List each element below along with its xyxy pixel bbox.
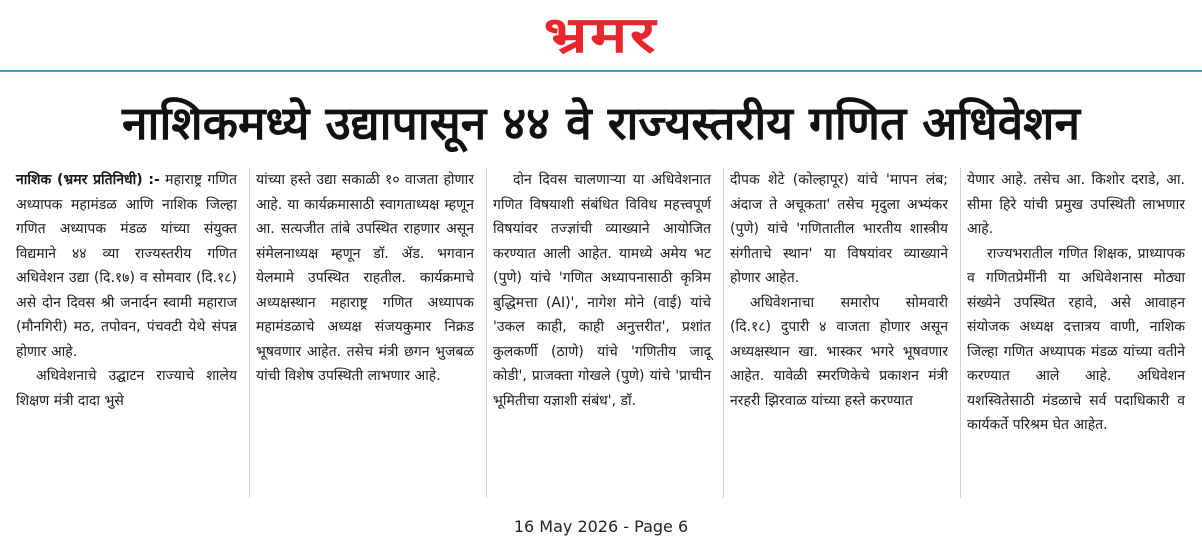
page-footer-date: 16 May 2026 - Page 6 [513,517,689,536]
masthead [0,0,1202,70]
article-paragraph: अधिवेशनाचे उद्घाटन राज्याचे शालेय शिक्षण मंत्री दादा भुसे [16,368,237,409]
article-column-2 [249,168,486,498]
article-column-5 [960,168,1197,498]
article-paragraph: राज्यभरातील गणित शिक्षक, प्राध्यापक व गणितप्रेमींनी या अधिवेशनास मोठ्या संख्येने उपस्थित रहावे, असे आवाहन संयोजक अध्यक्ष दत्तात्रय वाणी, नाशिक जिल्हा गणित अध्यापक मंडळ यांच्या वतीने करण्यात आले आहे. अधिवेशन यशस्वितेसाठी मंडळाचे सर्व पदाधिकारी व कार्यकर्ते परिश्रम घेत आहेत. [967,245,1185,433]
article-body [12,168,1197,498]
article-paragraph: दीपक शेटे (कोल्हापूर) यांचे 'मापन लंब; अंदाज ते अचूकता' तसेच मृदुला अभ्यंकर (पुणे) यांचे 'गणितातील भारतीय शास्त्रीय संगीताचे स्थान' या विषयांवर व्याख्याने होणार आहेत. [730,172,948,286]
article-column-4 [723,168,960,498]
article-paragraph: येणार आहे. तसेच आ. किशोर दराडे, आ. सीमा हिरे यांची प्रमुख उपस्थिती लाभणार आहे. [967,172,1185,237]
newspaper-logo: भ्रमर [543,6,659,64]
article-column-1 [12,168,249,498]
article-byline: नाशिक (भ्रमर प्रतिनिधी) :- [16,172,160,188]
article-paragraph: दोन दिवस चालणाऱ्या या अधिवेशनात गणित विषयाशी संबंधित विविध महत्त्वपूर्ण विषयांवर तज्ज्ञांची व्याख्याने आयोजित करण्यात आली आहेत. यामध्ये अमेय भट (पुणे) यांचे 'गणित अध्यापनासाठी कृत्रिम बुद्धिमत्ता (AI)', नागेश मोने (वाई) यांचे 'उकल काही, काही अनुत्तरीत', प्रशांत कुलकर्णी (ठाणे) यांचे 'गणितीय जादू कोडी', प्राजक्ता गोखले (पुणे) यांचे 'प्राचीन भूमितीचा यज्ञाशी संबंध', डॉ. [493,172,711,409]
article-column-3 [486,168,723,498]
article-paragraph: यांच्या हस्ते उद्या सकाळी १० वाजता होणार आहे. या कार्यक्रमासाठी स्वागताध्यक्ष म्हणून आ. सत्यजीत तांबे उपस्थित राहणार असून संमेलनाध्यक्ष म्हणून डॉ. ॲड. भगवान येलमामे उपस्थित राहतील. कार्यक्रमाचे अध्यक्षस्थान महाराष्ट्र गणित अध्यापक महामंडळाचे अध्यक्ष संजयकुमार निक्रड भूषवणार आहेत. तसेच मंत्री छगन भुजबळ यांची विशेष उपस्थिती लाभणार आहे. [256,172,474,384]
paragraph-text: महाराष्ट्र गणित अध्यापक महामंडळ आणि नाशिक जिल्हा गणित अध्यापक मंडळ यांच्या संयुक्त विद्यमाने ४४ व्या राज्यस्तरीय गणित अधिवेशन उद्या (दि.१७) व सोमवार (दि.१८) असे दोन दिवस श्री जनार्दन स्वामी महाराज (मौनगिरी) मठ, तपोवन, पंचवटी येथे संपन्न होणार आहे. [16,172,237,360]
article-headline: नाशिकमध्ये उद्यापासून ४४ वे राज्यस्तरीय गणित अधिवेशन [122,96,1080,150]
article-paragraph: अधिवेशनाचा समारोप सोमवारी (दि.१८) दुपारी ४ वाजता होणार असून अध्यक्षस्थान खा. भास्कर भगरे भूषवणार आहेत. यावेळी स्मरणिकेचे प्रकाशन मंत्री नरहरी झिरवाळ यांच्या हस्ते करण्यात [730,294,948,409]
article-paragraph [16,168,237,364]
masthead-rule [0,70,1202,72]
